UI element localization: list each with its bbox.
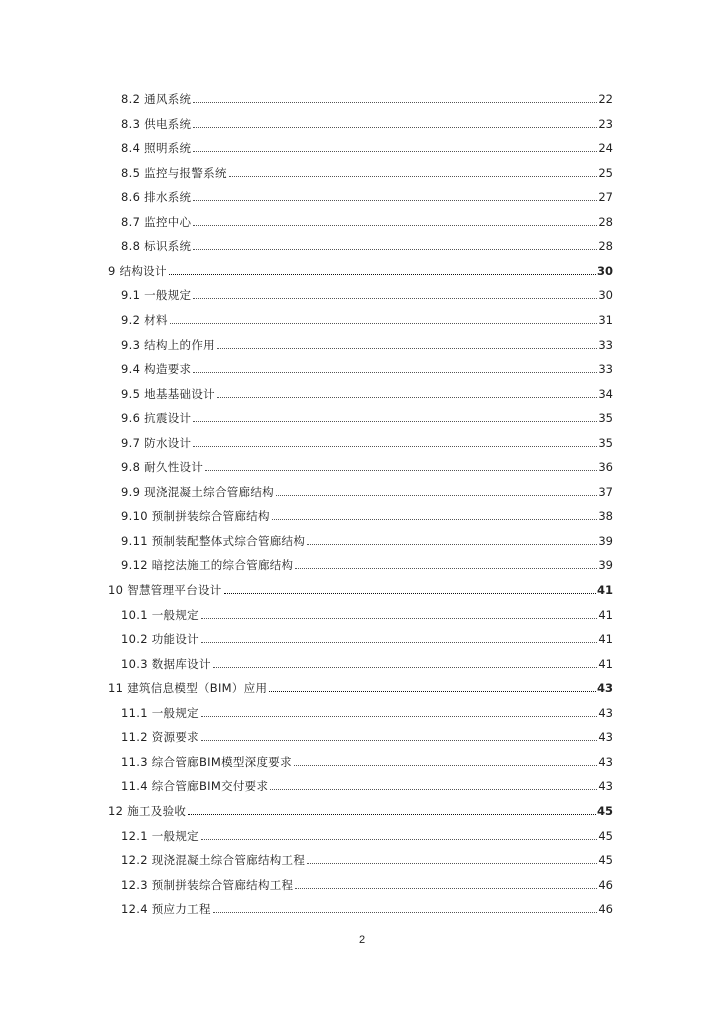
- toc-dot-leader: [272, 518, 598, 520]
- toc-entry-page: 28: [598, 214, 613, 229]
- toc-section-entry[interactable]: [0, 430, 724, 450]
- toc-entry-title: 10.1 一般规定: [121, 607, 199, 622]
- toc-entry-title: 8.7 监控中心: [121, 214, 192, 229]
- toc-entry-title: 11 建筑信息模型（BIM）应用: [108, 681, 268, 696]
- toc-entry-title: 10.3 数据库设计: [121, 656, 211, 671]
- toc-entry-title: 9.2 材料: [121, 312, 168, 327]
- toc-section-entry[interactable]: [0, 135, 724, 155]
- toc-entry-title: 9.11 预制装配整体式综合管廊结构: [121, 533, 306, 548]
- toc-entry-page: 43: [598, 730, 613, 745]
- toc-dot-leader: [201, 715, 597, 717]
- toc-section-entry[interactable]: [0, 700, 724, 720]
- toc-entry-page: 41: [598, 632, 613, 647]
- toc-dot-leader: [307, 862, 597, 864]
- toc-entry-page: 46: [598, 877, 613, 892]
- toc-entry-title: 12.3 预制拼装综合管廊结构工程: [121, 877, 294, 892]
- toc-entry-page: 39: [598, 558, 613, 573]
- toc-section-entry[interactable]: [0, 454, 724, 474]
- toc-entry-page: 33: [598, 337, 613, 352]
- toc-entry-title: 8.4 照明系统: [121, 141, 192, 156]
- toc-section-entry[interactable]: [0, 528, 724, 548]
- toc-section-entry[interactable]: [0, 356, 724, 376]
- toc-dot-leader: [294, 764, 597, 766]
- toc-entry-page: 30: [596, 263, 613, 278]
- toc-entry-title: 9.3 结构上的作用: [121, 337, 215, 352]
- toc-dot-leader: [205, 469, 597, 471]
- toc-dot-leader: [295, 887, 597, 889]
- toc-section-entry[interactable]: [0, 503, 724, 523]
- toc-entry-page: 30: [598, 288, 613, 303]
- toc-section-entry[interactable]: [0, 307, 724, 327]
- toc-chapter-entry[interactable]: [0, 798, 724, 818]
- toc-dot-leader: [201, 739, 597, 741]
- toc-entry-page: 45: [598, 828, 613, 843]
- toc-dot-leader: [193, 248, 597, 250]
- toc-entry-page: 24: [598, 141, 613, 156]
- toc-section-entry[interactable]: [0, 773, 724, 793]
- toc-section-entry[interactable]: [0, 405, 724, 425]
- toc-entry-page: 43: [598, 754, 613, 769]
- toc-dot-leader: [188, 813, 596, 815]
- toc-dot-leader: [193, 101, 597, 103]
- toc-chapter-entry[interactable]: [0, 577, 724, 597]
- toc-dot-leader: [213, 911, 598, 913]
- toc-section-entry[interactable]: [0, 184, 724, 204]
- toc-entry-title: 9.4 构造要求: [121, 362, 192, 377]
- toc-entry-page: 25: [598, 165, 613, 180]
- toc-dot-leader: [193, 445, 597, 447]
- toc-entry-title: 9.10 预制拼装综合管廊结构: [121, 509, 270, 524]
- toc-section-entry[interactable]: [0, 282, 724, 302]
- toc-entry-title: 9.6 抗震设计: [121, 411, 192, 426]
- toc-section-entry[interactable]: [0, 896, 724, 916]
- toc-section-entry[interactable]: [0, 749, 724, 769]
- toc-dot-leader: [169, 273, 596, 275]
- toc-section-entry[interactable]: [0, 626, 724, 646]
- toc-entry-page: 27: [598, 190, 613, 205]
- toc-entry-title: 8.8 标识系统: [121, 239, 192, 254]
- toc-dot-leader: [270, 788, 597, 790]
- toc-dot-leader: [201, 617, 597, 619]
- toc-entry-page: 41: [598, 607, 613, 622]
- toc-dot-leader: [269, 690, 596, 692]
- toc-dot-leader: [229, 175, 598, 177]
- toc-entry-page: 38: [598, 509, 613, 524]
- toc-entry-title: 11.4 综合管廊BIM交付要求: [121, 779, 269, 794]
- toc-section-entry[interactable]: [0, 872, 724, 892]
- toc-section-entry[interactable]: [0, 602, 724, 622]
- toc-section-entry[interactable]: [0, 552, 724, 572]
- toc-entry-title: 12.4 预应力工程: [121, 902, 211, 917]
- toc-dot-leader: [213, 666, 598, 668]
- toc-section-entry[interactable]: [0, 111, 724, 131]
- toc-entry-page: 45: [596, 803, 613, 818]
- toc-entry-page: 37: [598, 484, 613, 499]
- toc-dot-leader: [170, 322, 598, 324]
- toc-entry-page: 22: [598, 92, 613, 106]
- toc-entry-page: 43: [598, 705, 613, 720]
- toc-dot-leader: [307, 543, 597, 545]
- toc-entry-page: 41: [596, 583, 613, 597]
- toc-section-entry[interactable]: [0, 381, 724, 401]
- toc-section-entry[interactable]: [0, 651, 724, 671]
- toc-entry-page: 31: [598, 312, 613, 327]
- toc-entry-title: 9.7 防水设计: [121, 435, 192, 450]
- toc-entry-page: 46: [598, 902, 613, 917]
- toc-entry-title: 9.5 地基基础设计: [121, 386, 215, 401]
- toc-dot-leader: [201, 838, 597, 840]
- toc-dot-leader: [295, 567, 597, 569]
- toc-entry-page: 23: [598, 116, 613, 131]
- toc-entry-title: 11.3 综合管廊BIM模型深度要求: [121, 754, 292, 769]
- toc-entry-page: 35: [598, 411, 613, 426]
- toc-entry-title: 9.12 暗挖法施工的综合管廊结构: [121, 558, 294, 573]
- toc-dot-leader: [276, 494, 597, 496]
- page-number: 2: [358, 934, 366, 946]
- toc-section-entry[interactable]: [0, 332, 724, 352]
- toc-entry-title: 12.2 现浇混凝土综合管廊结构工程: [121, 853, 306, 868]
- toc-entry-page: 39: [598, 533, 613, 548]
- toc-section-entry[interactable]: [0, 209, 724, 229]
- toc-entry-title: 8.5 监控与报警系统: [121, 165, 227, 180]
- toc-entry-title: 12.1 一般规定: [121, 828, 199, 843]
- toc-entry-page: 45: [598, 853, 613, 868]
- toc-dot-leader: [193, 420, 597, 422]
- toc-entry-title: 9.1 一般规定: [121, 288, 192, 303]
- toc-section-entry[interactable]: [0, 479, 724, 499]
- toc-entry-page: 28: [598, 239, 613, 254]
- toc-dot-leader: [193, 224, 597, 226]
- toc-entry-page: 41: [598, 656, 613, 671]
- toc-dot-leader: [217, 396, 597, 398]
- toc-chapter-entry[interactable]: [0, 258, 724, 278]
- toc-section-entry[interactable]: [0, 86, 724, 106]
- toc-section-entry[interactable]: [0, 823, 724, 843]
- toc-section-entry[interactable]: [0, 724, 724, 744]
- toc-entry-title: 12 施工及验收: [108, 803, 187, 818]
- toc-entry-title: 8.3 供电系统: [121, 116, 192, 131]
- toc-dot-leader: [217, 347, 597, 349]
- toc-dot-leader: [224, 592, 596, 594]
- toc-entry-page: 33: [598, 362, 613, 377]
- toc-entry-title: 9.9 现浇混凝土综合管廊结构: [121, 484, 274, 499]
- toc-section-entry[interactable]: [0, 847, 724, 867]
- toc-entry-title: 11.1 一般规定: [121, 705, 199, 720]
- toc-dot-leader: [193, 371, 597, 373]
- toc-section-entry[interactable]: [0, 233, 724, 253]
- toc-entry-page: 43: [596, 681, 613, 696]
- toc-dot-leader: [193, 199, 597, 201]
- toc-entry-title: 10 智慧管理平台设计: [108, 583, 222, 597]
- toc-dot-leader: [193, 126, 597, 128]
- toc-entry-title: 10.2 功能设计: [121, 632, 199, 647]
- toc-entry-title: 8.2 通风系统: [121, 92, 192, 106]
- toc-entry-title: 9.8 耐久性设计: [121, 460, 204, 475]
- toc-entry-page: 35: [598, 435, 613, 450]
- toc-entry-title: 9 结构设计: [108, 263, 167, 278]
- toc-entry-title: 11.2 资源要求: [121, 730, 199, 745]
- toc-entry-page: 36: [598, 460, 613, 475]
- toc-dot-leader: [193, 297, 597, 299]
- toc-dot-leader: [201, 641, 597, 643]
- toc-entry-title: 8.6 排水系统: [121, 190, 192, 205]
- toc-entry-page: 43: [598, 779, 613, 794]
- toc-section-entry[interactable]: [0, 160, 724, 180]
- toc-dot-leader: [193, 150, 597, 152]
- toc-chapter-entry[interactable]: [0, 675, 724, 695]
- toc-entry-page: 34: [598, 386, 613, 401]
